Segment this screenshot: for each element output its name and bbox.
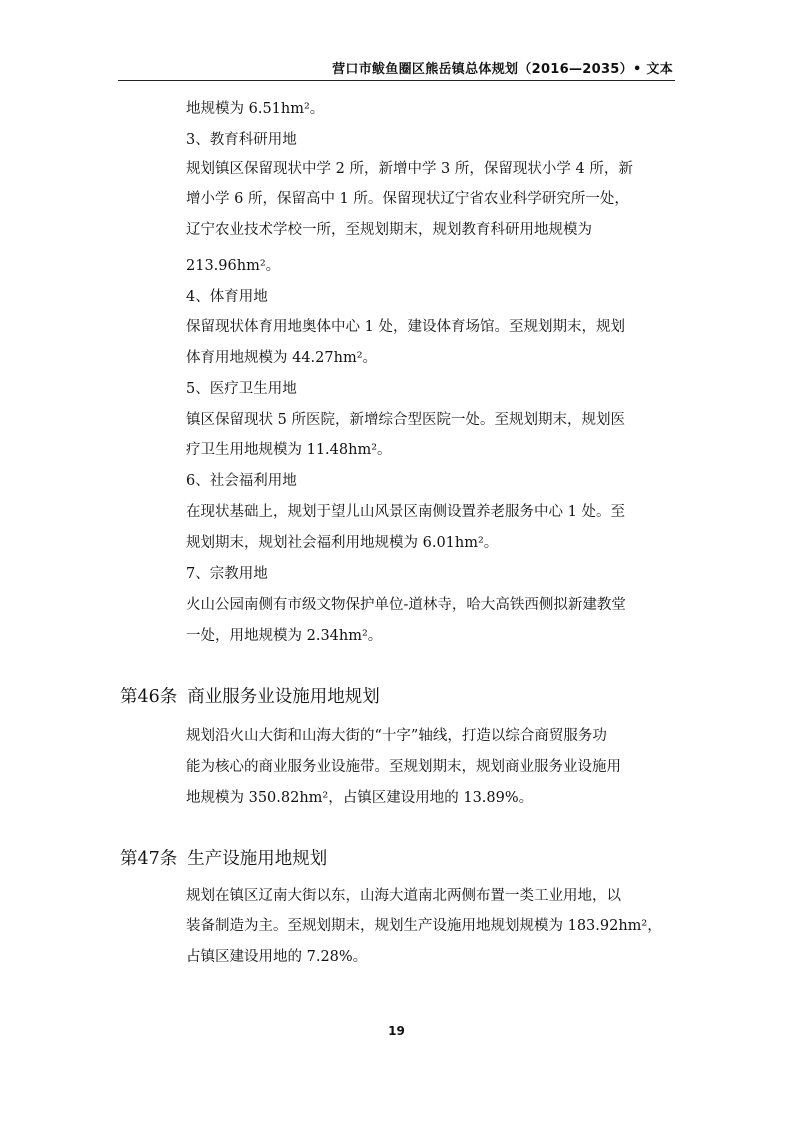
subsection-heading: 7、宗教用地 [186, 566, 268, 582]
body-line: 辽宁农业技术学校一所，至规划期末，规划教育科研用地规模为 [186, 222, 592, 238]
body-line: 镇区保留现状 5 所医院，新增综合型医院一处。至规划期末，规划医 [186, 412, 625, 428]
header-rule [118, 80, 675, 81]
body-line: 规划在镇区辽南大街以东，山海大道南北两侧布置一类工业用地，以 [186, 888, 621, 904]
article-title: 商业服务业设施用地规划 [187, 687, 380, 707]
body-line: 一处，用地规模为 2.34hm²。 [186, 628, 383, 644]
subsection-heading: 4、体育用地 [186, 289, 268, 305]
body-line: 在现状基础上，规划于望儿山风景区南侧设置养老服务中心 1 处。至 [186, 504, 625, 520]
article-number: 第46条 [120, 687, 178, 707]
page-number: 19 [388, 1024, 405, 1038]
subsection-heading: 3、教育科研用地 [186, 132, 297, 148]
subsection-heading: 5、医疗卫生用地 [186, 381, 297, 397]
body-line: 能为核心的商业服务业设施带。至规划期末，规划商业服务业设施用 [186, 759, 621, 775]
body-line: 地规模为 6.51hm²。 [186, 101, 325, 117]
article-47-heading [120, 845, 327, 870]
body-line: 规划沿火山大街和山海大街的“十字”轴线，打造以综合商贸服务功 [186, 728, 607, 744]
body-line: 体育用地规模为 44.27hm²。 [186, 350, 378, 366]
body-line: 213.96hm²。 [186, 258, 281, 274]
article-title: 生产设施用地规划 [187, 849, 328, 869]
document-header-title: 营口市鲅鱼圈区熊岳镇总体规划（2016—2035）• 文本 [332, 62, 673, 77]
body-line: 规划镇区保留现状中学 2 所，新增中学 3 所，保留现状小学 4 所，新 [186, 161, 633, 177]
body-line: 增小学 6 所，保留高中 1 所。保留现状辽宁省农业科学研究所一处， [186, 191, 629, 207]
article-46-heading [120, 683, 380, 708]
body-line: 装备制造为主。至规划期末，规划生产设施用地规划规模为 183.92hm²， [186, 918, 662, 934]
body-line: 火山公园南侧有市级文物保护单位-道林寺，哈大高铁西侧拟新建教堂 [186, 597, 626, 613]
article-number: 第47条 [120, 849, 178, 869]
body-line: 规划期末，规划社会福利用地规模为 6.01hm²。 [186, 535, 499, 551]
body-line: 疗卫生用地规模为 11.48hm²。 [186, 442, 392, 458]
body-line: 地规模为 350.82hm²，占镇区建设用地的 13.89%。 [186, 790, 534, 806]
subsection-heading: 6、社会福利用地 [186, 473, 297, 489]
body-line: 保留现状体育用地奥体中心 1 处，建设体育场馆。至规划期末，规划 [186, 319, 625, 335]
body-line: 占镇区建设用地的 7.28%。 [186, 949, 368, 965]
